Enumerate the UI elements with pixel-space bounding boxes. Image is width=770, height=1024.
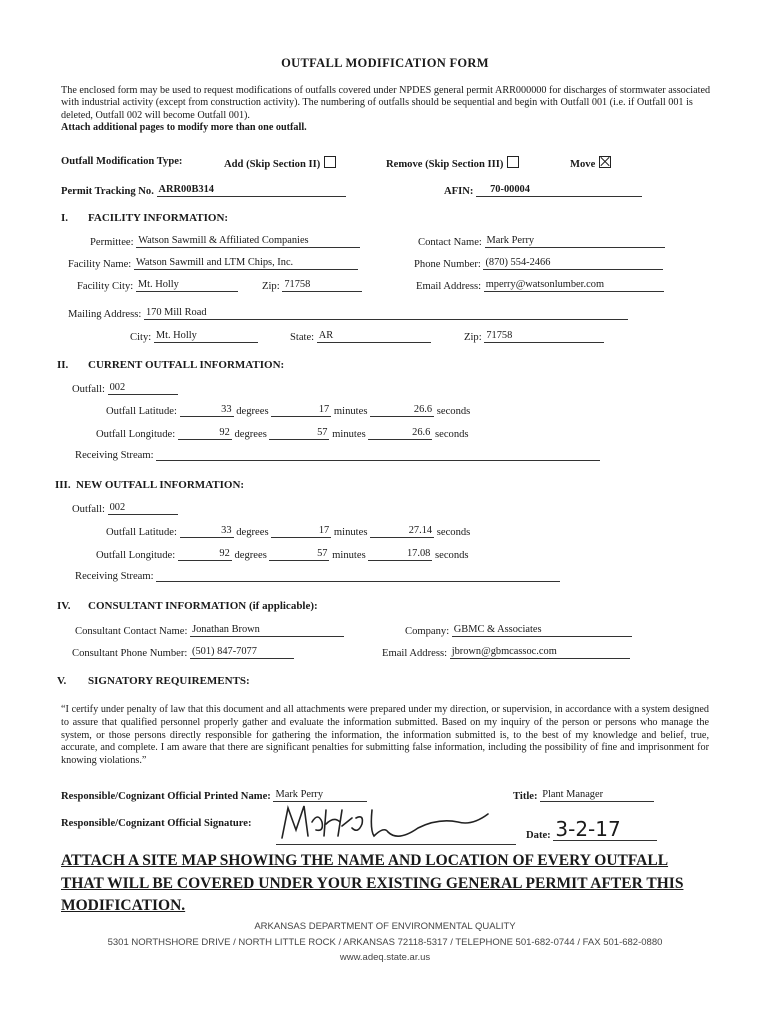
footer-agency: ARKANSAS DEPARTMENT OF ENVIRONMENTAL QUALITY xyxy=(254,921,516,932)
mailing-row xyxy=(68,307,628,320)
section-2-heading: CURRENT OUTFALL INFORMATION: xyxy=(88,359,285,371)
contact-field[interactable]: Mark Perry xyxy=(485,235,665,248)
permittee-row xyxy=(90,235,360,248)
facility-zip-row xyxy=(262,279,362,292)
current-lat-sec-unit: seconds xyxy=(436,406,471,417)
new-lon-min[interactable]: 57 xyxy=(269,548,329,561)
consultant-phone-row xyxy=(72,646,294,659)
mail-zip-label: Zip: xyxy=(464,332,482,343)
attach-site-map-notice xyxy=(61,850,711,918)
new-lat-row xyxy=(106,525,470,538)
remove-checkbox[interactable] xyxy=(507,156,519,168)
section-4-number: IV. xyxy=(57,600,71,612)
consultant-email-field[interactable]: jbrown@gbmcassoc.com xyxy=(450,646,630,659)
section-3-number: III. xyxy=(55,479,71,491)
title-field[interactable]: Plant Manager xyxy=(540,789,654,802)
new-lat-min-unit: minutes xyxy=(333,527,368,538)
new-stream-label: Receiving Stream: xyxy=(75,571,154,582)
current-outfall-label: Outfall: xyxy=(72,384,105,395)
new-lat-sec-unit: seconds xyxy=(436,527,471,538)
current-lon-deg-unit: degrees xyxy=(234,429,267,440)
consultant-company-field[interactable]: GBMC & Associates xyxy=(452,624,632,637)
facility-city-label: Facility City: xyxy=(77,281,134,292)
mail-zip-field[interactable]: 71758 xyxy=(484,330,604,343)
mail-state-field[interactable]: AR xyxy=(317,330,431,343)
consultant-name-field[interactable]: Jonathan Brown xyxy=(190,624,344,637)
consultant-company-row xyxy=(405,624,632,637)
current-lon-min-unit: minutes xyxy=(332,429,366,440)
mail-city-row xyxy=(130,330,258,343)
current-lat-deg[interactable]: 33 xyxy=(180,404,234,417)
section-1-heading: FACILITY INFORMATION: xyxy=(88,212,229,224)
facility-city-row xyxy=(77,279,238,292)
title-row xyxy=(513,789,654,802)
facility-city-field[interactable]: Mt. Holly xyxy=(136,279,238,292)
afin-value[interactable]: 70-00004 xyxy=(476,184,642,197)
current-lat-deg-unit: degrees xyxy=(236,406,269,417)
new-lon-deg[interactable]: 92 xyxy=(178,548,232,561)
intro-text: The enclosed form may be used to request modifications of outfalls covered under NPDES general permit ARR000000 for discharges of stormwater associated with industrial activity (except from construction activity). The numbering of outfalls should be sequential and begin with Outfall 001 (i.e. if Outfall 001 is deleted, Outfall 002 will become Outfall 001). xyxy=(61,85,711,121)
printed-name-label: Responsible/Cognizant Official Printed Name: xyxy=(61,791,271,802)
current-outfall-row xyxy=(72,382,178,395)
phone-label: Phone Number: xyxy=(414,259,481,270)
footer-address: 5301 NORTHSHORE DRIVE / NORTH LITTLE ROCK / ARKANSAS 72118-5317 / TELEPHONE 501-682-0744 / FAX 501-682-0880 xyxy=(107,937,663,948)
new-lon-label: Outfall Longitude: xyxy=(96,550,176,561)
add-checkbox[interactable] xyxy=(324,156,336,168)
email-label: Email Address: xyxy=(416,281,482,292)
new-lon-min-unit: minutes xyxy=(332,550,366,561)
permit-tracking xyxy=(61,184,346,197)
current-stream-field[interactable] xyxy=(156,460,600,461)
intro-paragraph xyxy=(61,85,711,135)
contact-row xyxy=(418,235,665,248)
attach-site-map-text: ATTACH A SITE MAP SHOWING THE NAME AND LOCATION OF EVERY OUTFALL THAT WILL BE COVERED UNDER YOUR EXISTING GENERAL PERMIT AFTER THIS MODIFICATION. xyxy=(61,852,684,914)
current-lat-min-unit: minutes xyxy=(333,406,368,417)
consultant-name-label: Consultant Contact Name: xyxy=(75,626,188,637)
section-1-number: I. xyxy=(61,212,69,224)
facility-name-field[interactable]: Watson Sawmill and LTM Chips, Inc. xyxy=(134,257,358,270)
signature-field[interactable] xyxy=(276,800,516,845)
mod-type-add-label: Add (Skip Section II) xyxy=(224,159,321,170)
form-title: OUTFALL MODIFICATION FORM xyxy=(281,56,489,70)
current-lon-sec[interactable]: 26.6 xyxy=(368,427,432,440)
permittee-field[interactable]: Watson Sawmill & Affiliated Companies xyxy=(136,235,360,248)
consultant-name-row xyxy=(75,624,344,637)
handwritten-signature xyxy=(276,800,516,844)
printed-name-field[interactable]: Mark Perry xyxy=(273,789,367,802)
permittee-label: Permittee: xyxy=(90,237,134,248)
date-field[interactable]: 3-2-17 xyxy=(553,818,657,841)
facility-name-label: Facility Name: xyxy=(68,259,132,270)
permit-tracking-label: Permit Tracking No. xyxy=(61,186,154,197)
new-lat-deg-unit: degrees xyxy=(236,527,269,538)
current-stream-row xyxy=(75,450,600,461)
consultant-phone-label: Consultant Phone Number: xyxy=(72,648,188,659)
facility-zip-field[interactable]: 71758 xyxy=(282,279,362,292)
new-lat-sec[interactable]: 27.14 xyxy=(370,525,434,538)
new-lat-label: Outfall Latitude: xyxy=(106,527,177,538)
mail-state-row xyxy=(290,330,431,343)
section-2-number: II. xyxy=(57,359,69,371)
signature-label: Responsible/Cognizant Official Signature: xyxy=(61,818,252,829)
current-lat-min[interactable]: 17 xyxy=(271,404,331,417)
consultant-company-label: Company: xyxy=(405,626,450,637)
afin xyxy=(444,184,642,197)
section-5-heading: SIGNATORY REQUIREMENTS: xyxy=(88,675,250,687)
new-stream-row xyxy=(75,571,560,582)
new-lon-sec[interactable]: 17.08 xyxy=(368,548,432,561)
current-outfall-field[interactable]: 002 xyxy=(108,382,178,395)
mail-zip-row xyxy=(464,330,604,343)
email-field[interactable]: mperry@watsonlumber.com xyxy=(484,279,664,292)
mailing-field[interactable]: 170 Mill Road xyxy=(144,307,628,320)
mod-type-remove[interactable] xyxy=(386,156,519,170)
new-outfall-label: Outfall: xyxy=(72,504,105,515)
new-lon-sec-unit: seconds xyxy=(435,550,469,561)
mail-city-field[interactable]: Mt. Holly xyxy=(154,330,258,343)
current-lat-row xyxy=(106,404,470,417)
permit-tracking-value[interactable]: ARR00B314 xyxy=(157,184,346,197)
new-outfall-field[interactable]: 002 xyxy=(108,502,178,515)
phone-row xyxy=(414,257,663,270)
facility-name-row xyxy=(68,257,358,270)
new-lon-row xyxy=(96,548,469,561)
mod-type-move[interactable] xyxy=(570,156,611,170)
new-outfall-row xyxy=(72,502,178,515)
mail-city-label: City: xyxy=(130,332,152,343)
title-label: Title: xyxy=(513,791,538,802)
current-stream-label: Receiving Stream: xyxy=(75,450,154,461)
date-row xyxy=(526,818,657,841)
mailing-label: Mailing Address: xyxy=(68,309,142,320)
new-lat-min[interactable]: 17 xyxy=(271,525,331,538)
mod-type-label: Outfall Modification Type: xyxy=(61,156,183,167)
current-lon-deg[interactable]: 92 xyxy=(178,427,232,440)
new-lon-deg-unit: degrees xyxy=(234,550,267,561)
consultant-email-label: Email Address: xyxy=(382,648,448,659)
move-checkbox-checked[interactable] xyxy=(599,156,611,168)
section-3-heading: NEW OUTFALL INFORMATION: xyxy=(76,479,245,491)
mod-type-move-label: Move xyxy=(570,159,596,170)
consultant-email-row xyxy=(382,646,630,659)
current-lon-row xyxy=(96,427,469,440)
phone-field[interactable]: (870) 554-2466 xyxy=(483,257,663,270)
intro-bold-note: Attach additional pages to modify more than one outfall. xyxy=(61,122,307,134)
date-label: Date: xyxy=(526,830,551,841)
footer-website[interactable]: www.adeq.state.ar.us xyxy=(339,952,431,963)
section-4-heading: CONSULTANT INFORMATION (if applicable): xyxy=(88,600,318,612)
consultant-phone-field[interactable]: (501) 847-7077 xyxy=(190,646,294,659)
section-5-number: V. xyxy=(57,675,67,687)
current-lon-min[interactable]: 57 xyxy=(269,427,329,440)
new-lat-deg[interactable]: 33 xyxy=(180,525,234,538)
new-stream-field[interactable] xyxy=(156,581,560,582)
current-lon-label: Outfall Longitude: xyxy=(96,429,176,440)
email-row xyxy=(416,279,664,292)
mail-state-label: State: xyxy=(290,332,315,343)
afin-label: AFIN: xyxy=(444,186,474,197)
mod-type-remove-label: Remove (Skip Section III) xyxy=(386,159,504,170)
current-lat-sec[interactable]: 26.6 xyxy=(370,404,434,417)
current-lon-sec-unit: seconds xyxy=(435,429,469,440)
facility-zip-label: Zip: xyxy=(262,281,280,292)
current-lat-label: Outfall Latitude: xyxy=(106,406,177,417)
contact-label: Contact Name: xyxy=(418,237,482,248)
mod-type-add[interactable] xyxy=(224,156,336,170)
certification-statement: “I certify under penalty of law that this document and all attachments were prepared under my direction, or supervision, in accordance with a system designed to assure that qualified personnel properly gather and evaluate the information submitted. Based on my inquiry of the person or persons who manage the system, or those persons directly responsible for gathering the information, the information submitted is, to the best of my knowledge and belief, true, accurate, and complete. I am aware that there are significant penalties for submitting false information, including the possibility of fine and imprisonment for knowing violations.” xyxy=(61,704,709,767)
